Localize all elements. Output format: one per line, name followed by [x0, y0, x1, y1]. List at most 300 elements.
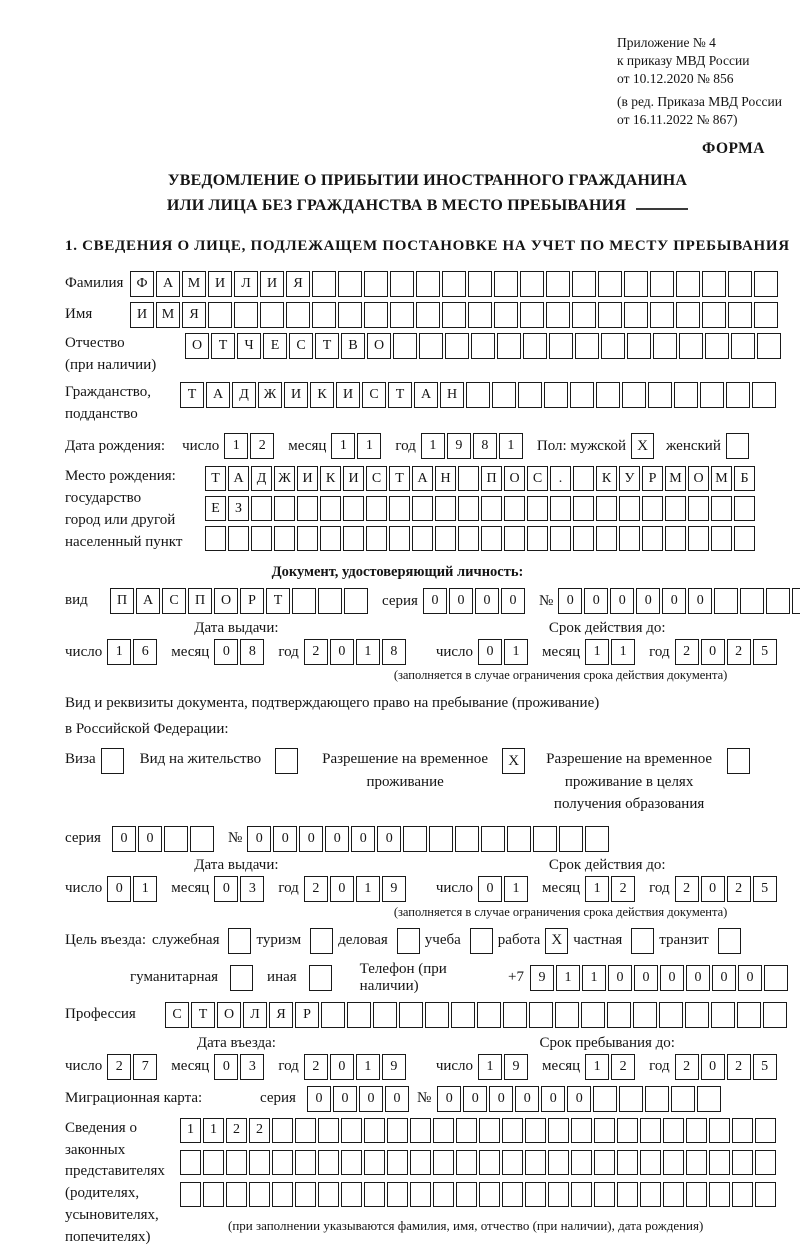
char-cell[interactable]: [344, 588, 368, 614]
char-cell[interactable]: 0: [701, 639, 725, 665]
char-cell[interactable]: [598, 271, 622, 297]
char-cell[interactable]: [697, 1086, 721, 1112]
char-cell[interactable]: [764, 965, 788, 991]
residence-permit-checkbox[interactable]: [275, 748, 298, 774]
char-cell[interactable]: [596, 382, 620, 408]
char-cell[interactable]: К: [310, 382, 334, 408]
char-cell[interactable]: [343, 496, 364, 521]
char-cell[interactable]: 2: [675, 639, 699, 665]
char-cell[interactable]: [320, 526, 341, 551]
char-cell[interactable]: 0: [359, 1086, 383, 1112]
char-cell[interactable]: [711, 1002, 735, 1028]
char-cell[interactable]: 3: [240, 876, 264, 902]
char-cell[interactable]: [709, 1182, 730, 1207]
residence-expiry-month-boxes[interactable]: [585, 876, 637, 902]
birth-day-boxes[interactable]: [224, 433, 276, 459]
char-cell[interactable]: Ч: [237, 333, 261, 359]
char-cell[interactable]: 9: [530, 965, 554, 991]
char-cell[interactable]: [573, 466, 594, 491]
purpose-turizm-checkbox[interactable]: [310, 928, 333, 954]
char-cell[interactable]: [203, 1182, 224, 1207]
char-cell[interactable]: 0: [351, 826, 375, 852]
birth-month-boxes[interactable]: [331, 433, 383, 459]
char-cell[interactable]: 6: [133, 639, 157, 665]
stay-year-boxes[interactable]: [675, 1054, 779, 1080]
char-cell[interactable]: [732, 1118, 753, 1143]
char-cell[interactable]: [617, 1182, 638, 1207]
char-cell[interactable]: [571, 1118, 592, 1143]
char-cell[interactable]: Д: [251, 466, 272, 491]
char-cell[interactable]: [624, 302, 648, 328]
char-cell[interactable]: [205, 526, 226, 551]
char-cell[interactable]: [763, 1002, 787, 1028]
char-cell[interactable]: И: [260, 271, 284, 297]
char-cell[interactable]: [479, 1150, 500, 1175]
char-cell[interactable]: 0: [423, 588, 447, 614]
char-cell[interactable]: [728, 271, 752, 297]
char-cell[interactable]: О: [214, 588, 238, 614]
char-cell[interactable]: 2: [675, 876, 699, 902]
char-cell[interactable]: [164, 826, 188, 852]
char-cell[interactable]: [598, 302, 622, 328]
char-cell[interactable]: [732, 1182, 753, 1207]
char-cell[interactable]: [312, 271, 336, 297]
char-cell[interactable]: [728, 302, 752, 328]
char-cell[interactable]: [435, 526, 456, 551]
char-cell[interactable]: [416, 302, 440, 328]
char-cell[interactable]: 0: [247, 826, 271, 852]
char-cell[interactable]: [364, 271, 388, 297]
purpose-inaya-checkbox[interactable]: [309, 965, 332, 991]
char-cell[interactable]: [572, 302, 596, 328]
char-cell[interactable]: [389, 526, 410, 551]
purpose-sluzhebnaya-checkbox[interactable]: [228, 928, 251, 954]
char-cell[interactable]: 0: [214, 639, 238, 665]
char-cell[interactable]: 2: [611, 876, 635, 902]
char-cell[interactable]: И: [336, 382, 360, 408]
char-cell[interactable]: 1: [356, 639, 380, 665]
char-cell[interactable]: [573, 496, 594, 521]
char-cell[interactable]: Т: [205, 466, 226, 491]
char-cell[interactable]: [410, 1182, 431, 1207]
char-cell[interactable]: [686, 1118, 707, 1143]
char-cell[interactable]: [389, 496, 410, 521]
char-cell[interactable]: 0: [112, 826, 136, 852]
char-cell[interactable]: Н: [440, 382, 464, 408]
char-cell[interactable]: [468, 302, 492, 328]
char-cell[interactable]: 0: [463, 1086, 487, 1112]
identity-expiry-year-boxes[interactable]: [675, 639, 779, 665]
char-cell[interactable]: [442, 302, 466, 328]
char-cell[interactable]: [234, 302, 258, 328]
entry-year-boxes[interactable]: [304, 1054, 408, 1080]
stay-month-boxes[interactable]: [585, 1054, 637, 1080]
char-cell[interactable]: [648, 382, 672, 408]
char-cell[interactable]: [619, 1086, 643, 1112]
char-cell[interactable]: А: [412, 466, 433, 491]
char-cell[interactable]: [740, 588, 764, 614]
char-cell[interactable]: [442, 271, 466, 297]
char-cell[interactable]: [226, 1150, 247, 1175]
char-cell[interactable]: [507, 826, 531, 852]
char-cell[interactable]: Т: [266, 588, 290, 614]
char-cell[interactable]: [203, 1150, 224, 1175]
patronymic-boxes[interactable]: [185, 333, 783, 359]
char-cell[interactable]: [338, 271, 362, 297]
char-cell[interactable]: 8: [382, 639, 406, 665]
char-cell[interactable]: [685, 1002, 709, 1028]
char-cell[interactable]: 9: [447, 433, 471, 459]
char-cell[interactable]: [471, 333, 495, 359]
char-cell[interactable]: 1: [504, 639, 528, 665]
char-cell[interactable]: [251, 496, 272, 521]
phone-boxes[interactable]: [530, 965, 790, 991]
char-cell[interactable]: [527, 496, 548, 521]
char-cell[interactable]: 0: [584, 588, 608, 614]
identity-doc-kind-boxes[interactable]: [110, 588, 370, 614]
char-cell[interactable]: Р: [240, 588, 264, 614]
char-cell[interactable]: 0: [634, 965, 658, 991]
char-cell[interactable]: 0: [712, 965, 736, 991]
char-cell[interactable]: [594, 1150, 615, 1175]
char-cell[interactable]: 0: [738, 965, 762, 991]
char-cell[interactable]: [645, 1086, 669, 1112]
char-cell[interactable]: 1: [582, 965, 606, 991]
char-cell[interactable]: [702, 302, 726, 328]
char-cell[interactable]: [295, 1118, 316, 1143]
char-cell[interactable]: [451, 1002, 475, 1028]
char-cell[interactable]: [702, 271, 726, 297]
char-cell[interactable]: [546, 302, 570, 328]
char-cell[interactable]: [766, 588, 790, 614]
char-cell[interactable]: [624, 271, 648, 297]
char-cell[interactable]: [663, 1182, 684, 1207]
char-cell[interactable]: [686, 1150, 707, 1175]
identity-issue-day-boxes[interactable]: [107, 639, 159, 665]
char-cell[interactable]: [555, 1002, 579, 1028]
char-cell[interactable]: Т: [180, 382, 204, 408]
char-cell[interactable]: 0: [478, 639, 502, 665]
char-cell[interactable]: [393, 333, 417, 359]
char-cell[interactable]: [502, 1150, 523, 1175]
char-cell[interactable]: [458, 496, 479, 521]
char-cell[interactable]: [640, 1182, 661, 1207]
char-cell[interactable]: [468, 271, 492, 297]
char-cell[interactable]: [364, 1182, 385, 1207]
sex-male-checkbox[interactable]: Х: [631, 433, 654, 459]
char-cell[interactable]: [272, 1118, 293, 1143]
char-cell[interactable]: 0: [478, 876, 502, 902]
char-cell[interactable]: [520, 302, 544, 328]
char-cell[interactable]: [757, 333, 781, 359]
char-cell[interactable]: [286, 302, 310, 328]
char-cell[interactable]: З: [228, 496, 249, 521]
char-cell[interactable]: М: [156, 302, 180, 328]
char-cell[interactable]: [640, 1150, 661, 1175]
char-cell[interactable]: О: [367, 333, 391, 359]
char-cell[interactable]: 0: [330, 876, 354, 902]
char-cell[interactable]: 2: [249, 1118, 270, 1143]
char-cell[interactable]: [732, 1150, 753, 1175]
char-cell[interactable]: [466, 382, 490, 408]
char-cell[interactable]: М: [711, 466, 732, 491]
char-cell[interactable]: [653, 333, 677, 359]
char-cell[interactable]: [410, 1118, 431, 1143]
char-cell[interactable]: Я: [182, 302, 206, 328]
birth-year-boxes[interactable]: [421, 433, 525, 459]
char-cell[interactable]: [366, 496, 387, 521]
char-cell[interactable]: 0: [138, 826, 162, 852]
char-cell[interactable]: [549, 333, 573, 359]
char-cell[interactable]: Б: [734, 466, 755, 491]
char-cell[interactable]: [364, 302, 388, 328]
char-cell[interactable]: 1: [556, 965, 580, 991]
char-cell[interactable]: Е: [263, 333, 287, 359]
char-cell[interactable]: 0: [541, 1086, 565, 1112]
char-cell[interactable]: О: [504, 466, 525, 491]
char-cell[interactable]: С: [366, 466, 387, 491]
char-cell[interactable]: 2: [250, 433, 274, 459]
char-cell[interactable]: 1: [504, 876, 528, 902]
char-cell[interactable]: 0: [330, 639, 354, 665]
char-cell[interactable]: [676, 271, 700, 297]
char-cell[interactable]: [343, 526, 364, 551]
char-cell[interactable]: [433, 1150, 454, 1175]
char-cell[interactable]: [502, 1118, 523, 1143]
residence-issue-day-boxes[interactable]: [107, 876, 159, 902]
char-cell[interactable]: [594, 1182, 615, 1207]
profession-boxes[interactable]: [165, 1002, 789, 1028]
char-cell[interactable]: [433, 1182, 454, 1207]
char-cell[interactable]: [479, 1182, 500, 1207]
char-cell[interactable]: [559, 826, 583, 852]
char-cell[interactable]: [622, 382, 646, 408]
char-cell[interactable]: 1: [224, 433, 248, 459]
char-cell[interactable]: 8: [240, 639, 264, 665]
char-cell[interactable]: Ж: [274, 466, 295, 491]
char-cell[interactable]: 1: [478, 1054, 502, 1080]
char-cell[interactable]: [458, 466, 479, 491]
char-cell[interactable]: И: [208, 271, 232, 297]
char-cell[interactable]: 0: [475, 588, 499, 614]
char-cell[interactable]: [642, 526, 663, 551]
char-cell[interactable]: [364, 1118, 385, 1143]
char-cell[interactable]: [688, 496, 709, 521]
char-cell[interactable]: [180, 1150, 201, 1175]
char-cell[interactable]: [297, 496, 318, 521]
char-cell[interactable]: [425, 1002, 449, 1028]
identity-doc-number-boxes[interactable]: [558, 588, 800, 614]
char-cell[interactable]: [295, 1182, 316, 1207]
char-cell[interactable]: [272, 1150, 293, 1175]
representatives-boxes-row2[interactable]: [180, 1150, 778, 1175]
char-cell[interactable]: Ф: [130, 271, 154, 297]
char-cell[interactable]: [529, 1002, 553, 1028]
char-cell[interactable]: Я: [269, 1002, 293, 1028]
char-cell[interactable]: 1: [133, 876, 157, 902]
char-cell[interactable]: 1: [421, 433, 445, 459]
char-cell[interactable]: [481, 826, 505, 852]
char-cell[interactable]: И: [343, 466, 364, 491]
char-cell[interactable]: [419, 333, 443, 359]
firstname-boxes[interactable]: [130, 302, 780, 328]
char-cell[interactable]: [458, 526, 479, 551]
char-cell[interactable]: [456, 1182, 477, 1207]
char-cell[interactable]: [642, 496, 663, 521]
char-cell[interactable]: [686, 1182, 707, 1207]
birthplace-boxes-row2[interactable]: [205, 496, 757, 521]
char-cell[interactable]: 0: [567, 1086, 591, 1112]
temp-residence-edu-checkbox[interactable]: [727, 748, 750, 774]
char-cell[interactable]: 2: [304, 876, 328, 902]
char-cell[interactable]: [755, 1182, 776, 1207]
purpose-ucheba-checkbox[interactable]: [470, 928, 493, 954]
char-cell[interactable]: [575, 333, 599, 359]
char-cell[interactable]: А: [206, 382, 230, 408]
char-cell[interactable]: [433, 1118, 454, 1143]
char-cell[interactable]: 1: [499, 433, 523, 459]
char-cell[interactable]: 1: [585, 1054, 609, 1080]
char-cell[interactable]: 1: [611, 639, 635, 665]
char-cell[interactable]: [321, 1002, 345, 1028]
char-cell[interactable]: [737, 1002, 761, 1028]
char-cell[interactable]: [364, 1150, 385, 1175]
char-cell[interactable]: [659, 1002, 683, 1028]
char-cell[interactable]: [711, 526, 732, 551]
char-cell[interactable]: [412, 526, 433, 551]
char-cell[interactable]: [497, 333, 521, 359]
char-cell[interactable]: 2: [304, 1054, 328, 1080]
char-cell[interactable]: [504, 496, 525, 521]
char-cell[interactable]: А: [228, 466, 249, 491]
char-cell[interactable]: Т: [315, 333, 339, 359]
char-cell[interactable]: [754, 302, 778, 328]
char-cell[interactable]: 0: [299, 826, 323, 852]
char-cell[interactable]: А: [136, 588, 160, 614]
char-cell[interactable]: [650, 302, 674, 328]
char-cell[interactable]: [548, 1118, 569, 1143]
char-cell[interactable]: 0: [330, 1054, 354, 1080]
char-cell[interactable]: [525, 1150, 546, 1175]
char-cell[interactable]: [429, 826, 453, 852]
char-cell[interactable]: Л: [243, 1002, 267, 1028]
char-cell[interactable]: А: [414, 382, 438, 408]
identity-expiry-day-boxes[interactable]: [478, 639, 530, 665]
char-cell[interactable]: 1: [585, 876, 609, 902]
char-cell[interactable]: К: [596, 466, 617, 491]
char-cell[interactable]: Ж: [258, 382, 282, 408]
char-cell[interactable]: [550, 526, 571, 551]
char-cell[interactable]: [601, 333, 625, 359]
char-cell[interactable]: А: [156, 271, 180, 297]
char-cell[interactable]: [274, 496, 295, 521]
char-cell[interactable]: С: [165, 1002, 189, 1028]
char-cell[interactable]: 0: [437, 1086, 461, 1112]
residence-series-boxes[interactable]: [112, 826, 216, 852]
char-cell[interactable]: 2: [727, 1054, 751, 1080]
char-cell[interactable]: [477, 1002, 501, 1028]
char-cell[interactable]: 0: [701, 876, 725, 902]
char-cell[interactable]: В: [341, 333, 365, 359]
identity-doc-series-boxes[interactable]: [423, 588, 527, 614]
char-cell[interactable]: Р: [295, 1002, 319, 1028]
char-cell[interactable]: [544, 382, 568, 408]
char-cell[interactable]: [403, 826, 427, 852]
char-cell[interactable]: [318, 1182, 339, 1207]
char-cell[interactable]: 0: [608, 965, 632, 991]
char-cell[interactable]: [640, 1118, 661, 1143]
char-cell[interactable]: [504, 526, 525, 551]
visa-checkbox[interactable]: [101, 748, 124, 774]
char-cell[interactable]: С: [362, 382, 386, 408]
char-cell[interactable]: [546, 271, 570, 297]
char-cell[interactable]: Р: [642, 466, 663, 491]
char-cell[interactable]: [249, 1150, 270, 1175]
representatives-boxes-row1[interactable]: [180, 1118, 778, 1143]
char-cell[interactable]: И: [297, 466, 318, 491]
char-cell[interactable]: [585, 826, 609, 852]
char-cell[interactable]: 1: [331, 433, 355, 459]
identity-issue-year-boxes[interactable]: [304, 639, 408, 665]
char-cell[interactable]: [596, 526, 617, 551]
char-cell[interactable]: [518, 382, 542, 408]
purpose-delovaya-checkbox[interactable]: [397, 928, 420, 954]
char-cell[interactable]: Я: [286, 271, 310, 297]
char-cell[interactable]: [494, 271, 518, 297]
char-cell[interactable]: [412, 496, 433, 521]
char-cell[interactable]: [752, 382, 776, 408]
char-cell[interactable]: [581, 1002, 605, 1028]
residence-expiry-year-boxes[interactable]: [675, 876, 779, 902]
char-cell[interactable]: [228, 526, 249, 551]
char-cell[interactable]: [502, 1182, 523, 1207]
char-cell[interactable]: [387, 1150, 408, 1175]
char-cell[interactable]: 0: [325, 826, 349, 852]
char-cell[interactable]: 0: [273, 826, 297, 852]
char-cell[interactable]: И: [130, 302, 154, 328]
char-cell[interactable]: [387, 1118, 408, 1143]
char-cell[interactable]: 2: [675, 1054, 699, 1080]
char-cell[interactable]: [318, 588, 342, 614]
char-cell[interactable]: [272, 1182, 293, 1207]
char-cell[interactable]: [711, 496, 732, 521]
char-cell[interactable]: [533, 826, 557, 852]
purpose-tranzit-checkbox[interactable]: [718, 928, 741, 954]
identity-expiry-month-boxes[interactable]: [585, 639, 637, 665]
char-cell[interactable]: [734, 496, 755, 521]
char-cell[interactable]: Н: [435, 466, 456, 491]
char-cell[interactable]: 5: [753, 1054, 777, 1080]
char-cell[interactable]: [226, 1182, 247, 1207]
char-cell[interactable]: [792, 588, 800, 614]
char-cell[interactable]: [731, 333, 755, 359]
char-cell[interactable]: [390, 271, 414, 297]
char-cell[interactable]: [249, 1182, 270, 1207]
char-cell[interactable]: [573, 526, 594, 551]
char-cell[interactable]: Т: [388, 382, 412, 408]
char-cell[interactable]: 0: [377, 826, 401, 852]
char-cell[interactable]: [709, 1150, 730, 1175]
char-cell[interactable]: [373, 1002, 397, 1028]
char-cell[interactable]: [700, 382, 724, 408]
char-cell[interactable]: [527, 526, 548, 551]
birthplace-boxes-row1[interactable]: [205, 466, 757, 491]
representatives-boxes-row3[interactable]: [180, 1182, 778, 1207]
char-cell[interactable]: 0: [686, 965, 710, 991]
char-cell[interactable]: 0: [688, 588, 712, 614]
birthplace-boxes-row3[interactable]: [205, 526, 757, 551]
identity-issue-month-boxes[interactable]: [214, 639, 266, 665]
